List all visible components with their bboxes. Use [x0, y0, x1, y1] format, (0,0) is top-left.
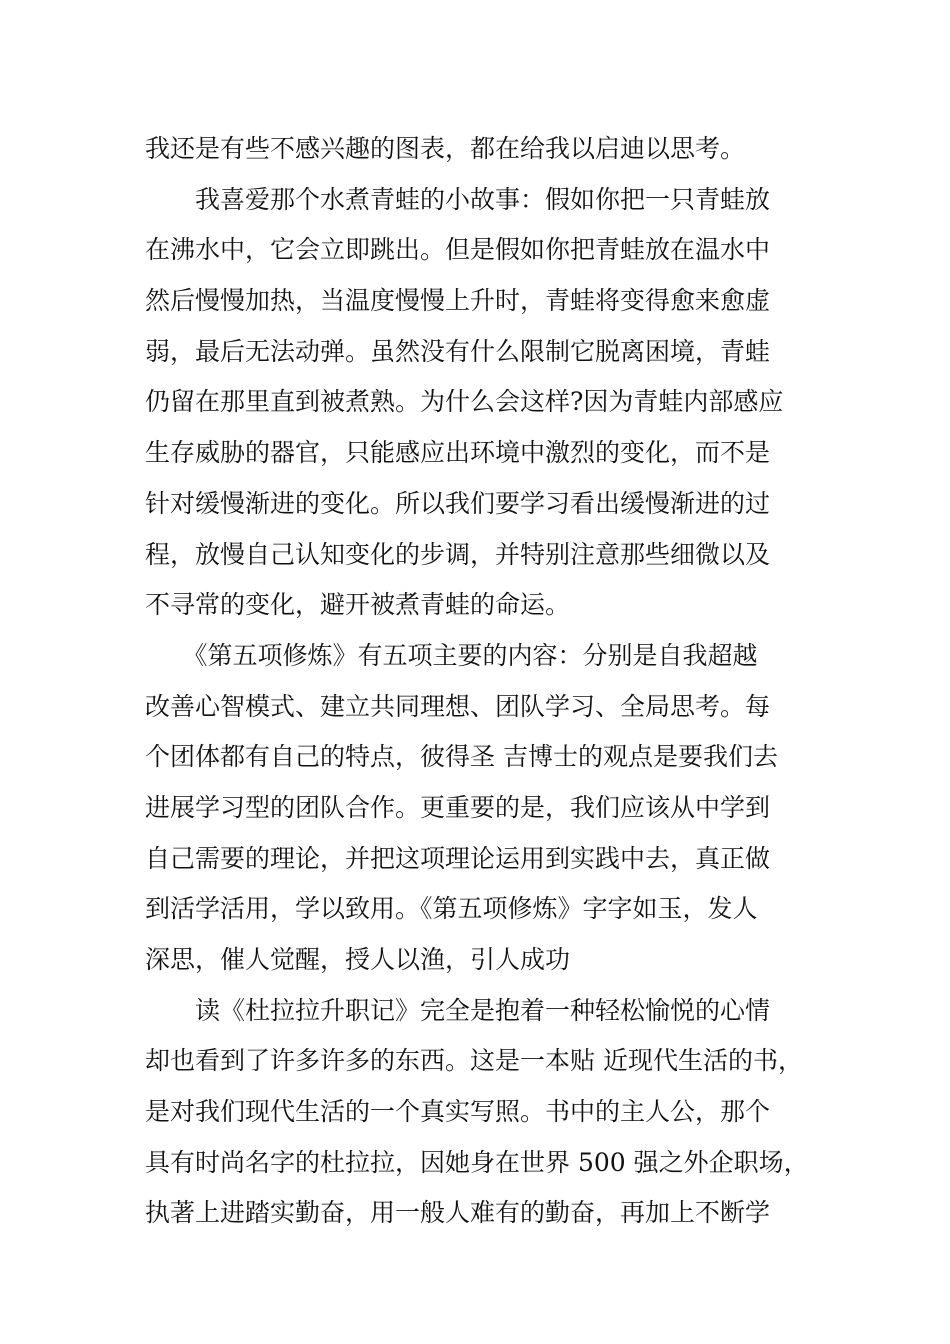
text-line: 深思，催人觉醒，授人以渔，引人成功 [145, 945, 571, 974]
text-line: 《第五项修炼》有五项主要的内容：分别是自我超越 [145, 640, 758, 670]
body-text [145, 124, 815, 1239]
text-line: 具有时尚名字的杜拉拉，因她身在世界 500 强之外企职场， [145, 1147, 809, 1177]
text-line: 仍留在那里直到被煮熟。为什么会这样?因为青蛙内部感应 [145, 387, 784, 417]
text-line: 然后慢慢加热，当温度慢慢上升时，青蛙将变得愈来愈虚 [145, 286, 771, 316]
text-line: 程，放慢自己认知变化的步调，并特别注意那些细微以及 [145, 539, 771, 569]
text-line: 个团体都有自己的特点，彼得圣 吉博士的观点是要我们去 [145, 742, 778, 772]
text-line: 却也看到了许多许多的东西。这是一本贴 近现代生活的书， [145, 1046, 803, 1076]
text-line: 不寻常的变化，避开被煮青蛙的命运。 [145, 590, 571, 620]
text-line: 进展学习型的团队合作。更重要的是，我们应该从中学到 [145, 792, 771, 822]
text-line: 读《杜拉拉升职记》完全是抱着一种轻松愉悦的心情 [145, 995, 771, 1025]
text-line: 是对我们现代生活的一个真实写照。书中的主人公，那个 [145, 1097, 771, 1127]
text-line: 执著上进踏实勤奋，用一般人难有的勤奋，再加上不断学 [145, 1198, 771, 1228]
text-line: 针对缓慢渐进的变化。所以我们要学习看出缓慢渐进的过 [145, 488, 771, 518]
text-line: 弱，最后无法动弹。虽然没有什么限制它脱离困境，青蛙 [145, 336, 771, 366]
text-line: 我还是有些不感兴趣的图表，都在给我以启迪以思考。 [145, 134, 746, 163]
text-line: 改善心智模式、建立共同理想、团队学习、全局思考。每 [145, 691, 771, 721]
text-line: 我喜爱那个水煮青蛙的小故事：假如你把一只青蛙放 [145, 184, 771, 214]
text-line: 自己需要的理论，并把这项理论运用到实践中去，真正做 [145, 843, 771, 873]
text-line: 到活学活用，学以致用。《第五项修炼》字字如玉，发人 [145, 894, 758, 924]
text-line: 在沸水中，它会立即跳出。但是假如你把青蛙放在温水中 [145, 235, 771, 265]
text-line: 生存威胁的器官，只能感应出环境中激烈的变化，而不是 [145, 438, 771, 468]
